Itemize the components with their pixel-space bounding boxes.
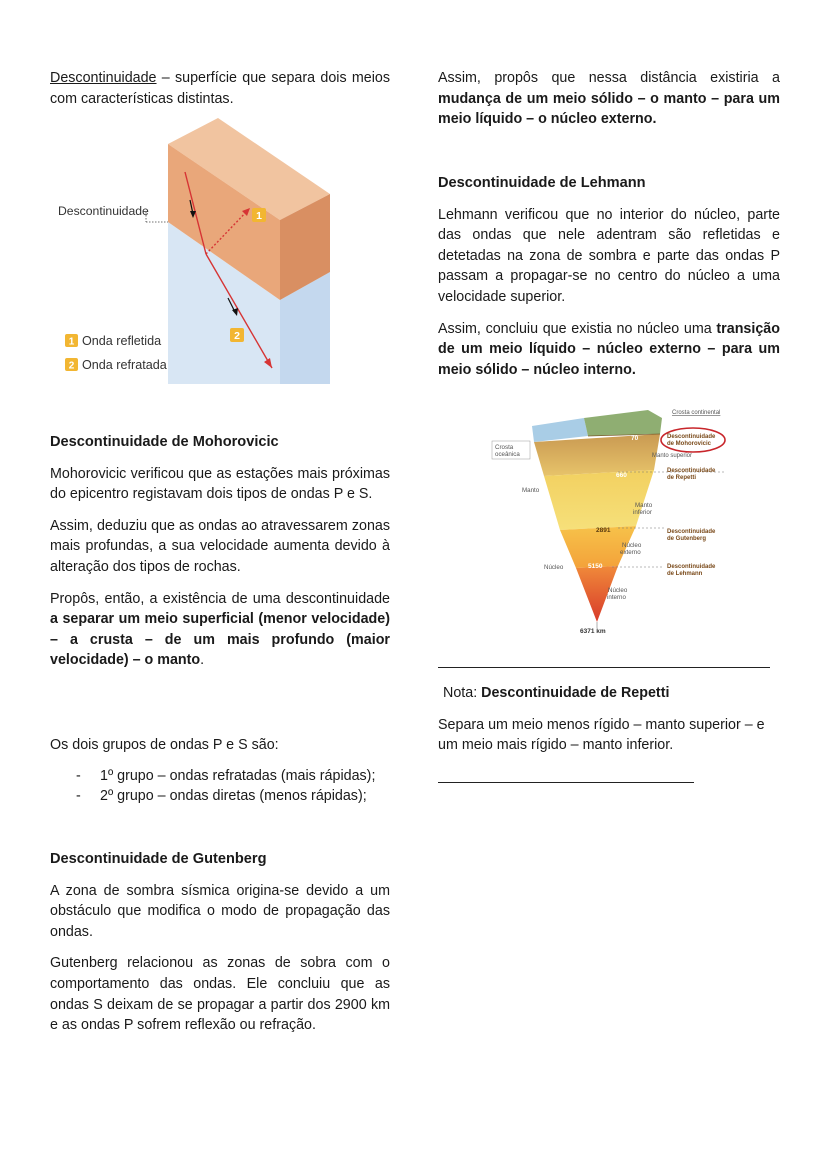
legend-num-2: 2 (68, 360, 75, 372)
label-manto-inferior-2: inferior (633, 509, 652, 516)
label-gutenberg-1: Descontinuidade (667, 529, 716, 535)
label-manto-inferior-1: Manto (635, 502, 653, 509)
lehmann-paragraph-2 (438, 319, 780, 381)
lehmann-p2-bold: transição de um meio líquido – núcleo externo – para um meio sólido – núcleo interno. (438, 320, 780, 378)
depth-70: 70 (631, 435, 639, 442)
upper-mantle (534, 434, 660, 476)
groups-section (50, 735, 390, 807)
depth-660: 660 (616, 472, 627, 479)
gutenberg-section (50, 849, 390, 1036)
marker-2-text: 2 (234, 330, 240, 342)
moho-section (50, 432, 390, 671)
label-repetti-1: Descontinuidade (667, 468, 716, 474)
gutenberg-paragraph-2: Gutenberg relacionou as zonas de sobra com o comportamento das ondas. Ele concluiu que as ondas S deixam de se propagar a partir dos 2900 km e as ondas P sofrem reflexão ou refração. (50, 955, 390, 1034)
intro-definition: – superfície que separa dois meios com características distintas. (50, 70, 390, 107)
label-moho-2: de Mohorovicic (667, 441, 712, 447)
discontinuity-label: Descontinuidade (58, 204, 149, 218)
label-nucleo-interno-2: interno (607, 594, 626, 601)
label-nucleo-externo-2: externo (620, 549, 641, 556)
groups-item-2: - 2º grupo – ondas diretas (menos rápidas); (50, 786, 390, 807)
label-nucleo-interno-1: Núcleo (608, 587, 628, 594)
label-lehmann-2: de Lehmann (667, 571, 703, 577)
moho-p3-start: Propôs, então, a existência de uma descontinuidade (50, 590, 390, 607)
moho-title: Descontinuidade de Mohorovicic (50, 434, 279, 450)
moho-highlight-circle (661, 428, 725, 452)
legend-num-1: 1 (68, 336, 75, 348)
moho-p3-end: . (200, 652, 205, 669)
label-nucleo-externo-1: Núcleo (622, 542, 642, 549)
gutenberg-title: Descontinuidade de Gutenberg (50, 851, 267, 867)
crust-continental (584, 410, 662, 436)
right-intro-bold: mudança de um meio sólido – o manto – para um meio líquido – o núcleo externo. (438, 90, 780, 128)
label-manto-superior: Manto superior (652, 453, 693, 459)
label-crosta-oceanica-2: oceânica (495, 451, 520, 458)
depth-2891: 2891 (596, 527, 611, 534)
label-gutenberg-2: de Gutenberg (667, 536, 707, 542)
depth-5150: 5150 (588, 563, 603, 570)
label-moho-1: Descontinuidade (667, 434, 716, 440)
right-intro (438, 68, 780, 130)
divider-line-2 (438, 782, 694, 783)
lower-mantle (544, 470, 654, 530)
intro-term: Descontinuidade (50, 70, 157, 86)
groups-item-1: - 1º grupo – ondas refratadas (mais rápidas); (50, 766, 390, 787)
nota-section (438, 683, 780, 756)
label-manto: Manto (522, 487, 540, 494)
divider-line-1 (438, 667, 770, 668)
depth-6371: 6371 km (580, 628, 606, 635)
groups-intro: Os dois grupos de ondas P e S são: (50, 737, 279, 753)
moho-p3-bold: a separar um meio superficial (menor velocidade) – a crusta – de um mais profundo (maior velocidade) – o manto (50, 611, 390, 669)
moho-paragraph-2: Assim, deduziu que as ondas ao atravessarem zonas mais profundas, a sua velocidade aumenta devido à alteração dos tipos de rochas. (50, 517, 390, 575)
nota-title: Descontinuidade de Repetti (481, 685, 670, 701)
earth-layers-figure (488, 404, 738, 640)
label-crosta-continental: Crosta continental (672, 410, 721, 416)
gutenberg-paragraph-1: A zona de sombra sísmica origina-se devido a um obstáculo que modifica o modo de propagação das ondas. (50, 882, 390, 940)
groups-list (50, 766, 390, 807)
nota-label: Nota: (443, 685, 482, 701)
crust-oceanic (532, 418, 588, 442)
label-lehmann-1: Descontinuidade (667, 564, 716, 570)
moho-paragraph-3 (50, 589, 390, 671)
label-repetti-2: de Repetti (667, 475, 697, 481)
nota-text: Separa um meio menos rígido – manto superior – e um meio mais rígido – manto inferior. (438, 716, 765, 754)
legend-text-2: Onda refratada (82, 358, 167, 372)
lehmann-title: Descontinuidade de Lehmann (438, 175, 646, 191)
discontinuity-figure (50, 112, 350, 388)
intro-paragraph (50, 68, 390, 109)
label-nucleo: Núcleo (544, 564, 564, 571)
label-crosta-oceanica-1: Crosta (495, 444, 514, 451)
nota-heading (438, 683, 780, 704)
intro-block (50, 68, 390, 109)
lehmann-p2-start: Assim, concluiu que existia no núcleo uma (438, 320, 717, 337)
moho-paragraph-1: Mohorovicic verificou que as estações mais próximas do epicentro registavam dois tipos de ondas P e S. (50, 465, 390, 503)
lehmann-section (438, 173, 780, 380)
legend-text-1: Onda refletida (82, 334, 162, 348)
right-intro-start: Assim, propôs que nessa distância existiria a (438, 70, 780, 86)
lehmann-paragraph-1: Lehmann verificou que no interior do núcleo, parte das ondas que nele adentram são refletidas e detetadas na zona de sombra e parte das ondas P passam a propagar-se no centro do núcleo a uma velocidade superior. (438, 206, 780, 305)
marker-1-text: 1 (256, 210, 262, 222)
right-intro-paragraph (438, 68, 780, 130)
